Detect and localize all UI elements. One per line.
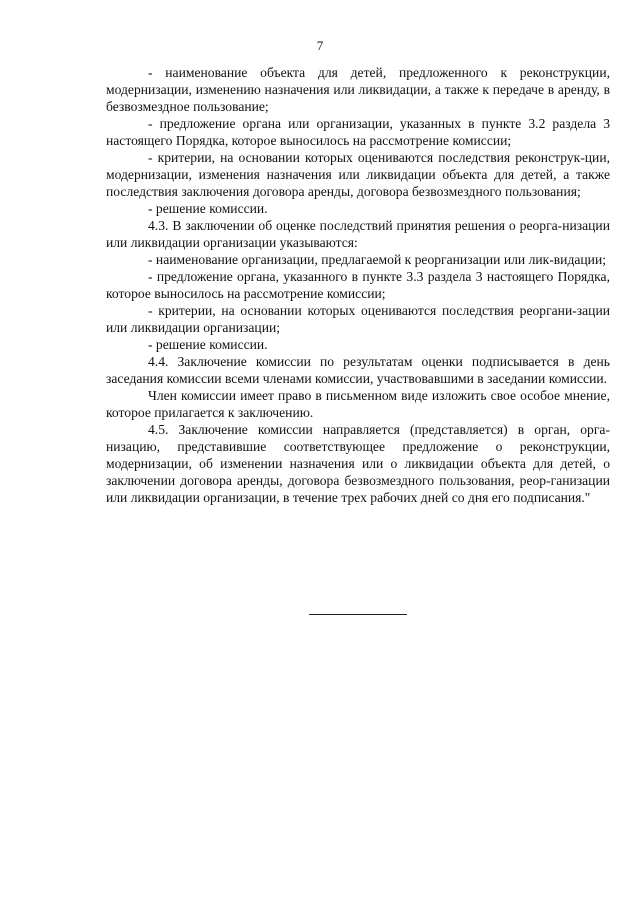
page-number: 7 (316, 38, 324, 53)
paragraph-object-name: - наименование объекта для детей, предложенного к реконструкции, модернизации, изменению назначения или ликвидации, а также к передаче в аренду, в безвозмездное пользование; (106, 65, 610, 114)
paragraph-criteria-reorganization: - критерии, на основании которых оцениваются последствия реоргани-зации или ликвидации организации; (106, 303, 610, 335)
paragraph-commission-decision: - решение комиссии. (148, 201, 268, 216)
document-body (106, 64, 610, 506)
paragraph-4-5: 4.5. Заключение комиссии направляется (представляется) в орган, орга-низацию, представившие соответствующее предложение о реконструкции, модернизации, об изменении назначения или о ликвидации объекта для детей, о заключении договора аренды, договора безвозмездного пользования, реор-ганизации или ликвидации организации, в течение трех рабочих дней со дня его подписания." (106, 422, 610, 505)
paragraph-proposal-3-2: - предложение органа или организации, указанных в пункте 3.2 раздела 3 настоящего Порядка, которое выносилось на рассмотрение комиссии; (106, 116, 610, 148)
paragraph-proposal-3-3: - предложение органа, указанного в пункте 3.3 раздела 3 настоящего Порядка, которое выносилось на рассмотрение комиссии; (106, 269, 610, 301)
end-divider-line (309, 614, 407, 615)
paragraph-commission-decision-2: - решение комиссии. (148, 337, 268, 352)
paragraph-4-3: 4.3. В заключении об оценке последствий принятия решения о реорга-низации или ликвидации организации указываются: (106, 218, 610, 250)
paragraph-dissenting-opinion: Член комиссии имеет право в письменном виде изложить свое особое мнение, которое прилагается к заключению. (106, 388, 610, 420)
paragraph-criteria-reconstruction: - критерии, на основании которых оцениваются последствия реконструк-ции, модернизации, изменения назначения или ликвидации объекта для детей, а также последствия заключения договора аренды, договора безвозмездного пользования; (106, 150, 610, 199)
paragraph-organization-name: - наименование организации, предлагаемой к реорганизации или лик-видации; (148, 252, 606, 267)
paragraph-4-4: 4.4. Заключение комиссии по результатам оценки подписывается в день заседания комиссии всеми членами комиссии, участвовавшими в заседании комиссии. (106, 354, 610, 386)
